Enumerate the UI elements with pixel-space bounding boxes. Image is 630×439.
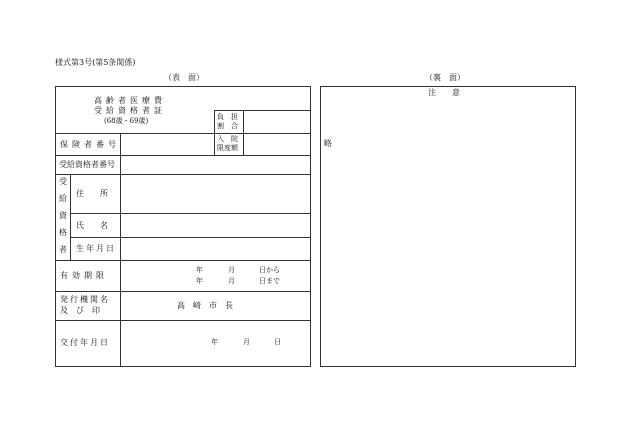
validity-to-year: 年 (196, 277, 203, 285)
validity-from-year: 年 (196, 266, 203, 274)
recipient-vertical-1: 受 (59, 177, 67, 186)
issue-date-label: 交付年月日 (60, 338, 110, 347)
name-label: 氏 名 (76, 221, 108, 230)
insurer-number-label: 保険者番号 (60, 140, 120, 149)
notes-heading: 注 意 (428, 88, 460, 97)
issuer-value: 高 崎 市 長 (177, 301, 233, 310)
hospital-limit-label-2: 限度額 (217, 144, 238, 152)
validity-label: 有効期限 (60, 271, 108, 280)
card-title-line2: 受給資格者証 (94, 106, 166, 115)
back-side-label: （裏 面） (425, 73, 465, 82)
issue-date-month: 月 (243, 338, 250, 346)
birthdate-label: 生年月日 (76, 244, 116, 253)
burden-label-1: 負 担 (217, 113, 238, 121)
recipient-vertical-4: 格 (59, 228, 67, 237)
card-title-age: (68歳・69歳) (104, 117, 149, 125)
card-title-line1: 高齢者医療費 (94, 96, 166, 105)
validity-to-day: 日まで (259, 277, 280, 285)
front-side-label: （表 面） (164, 73, 204, 82)
issue-date-day: 日 (274, 338, 281, 346)
form-number: 様式第3号(第5条関係) (55, 58, 136, 67)
validity-from-month: 月 (228, 266, 235, 274)
omitted-text: 略 (324, 139, 332, 148)
burden-label-2: 割 合 (217, 122, 238, 130)
issuer-label-1: 発行機関名 (60, 295, 110, 304)
recipient-number-label: 受給資格者番号 (59, 160, 115, 169)
issue-date-year: 年 (211, 338, 218, 346)
recipient-vertical-3: 資 (59, 211, 67, 220)
validity-to-month: 月 (228, 277, 235, 285)
issuer-label-2: 及 び 印 (60, 306, 100, 315)
recipient-vertical-2: 給 (59, 194, 67, 203)
recipient-vertical-5: 者 (59, 245, 67, 254)
address-label: 住 所 (76, 189, 108, 198)
back-card (320, 86, 576, 367)
validity-from-day: 日から (259, 266, 280, 274)
hospital-limit-label-1: 入 院 (217, 135, 238, 143)
